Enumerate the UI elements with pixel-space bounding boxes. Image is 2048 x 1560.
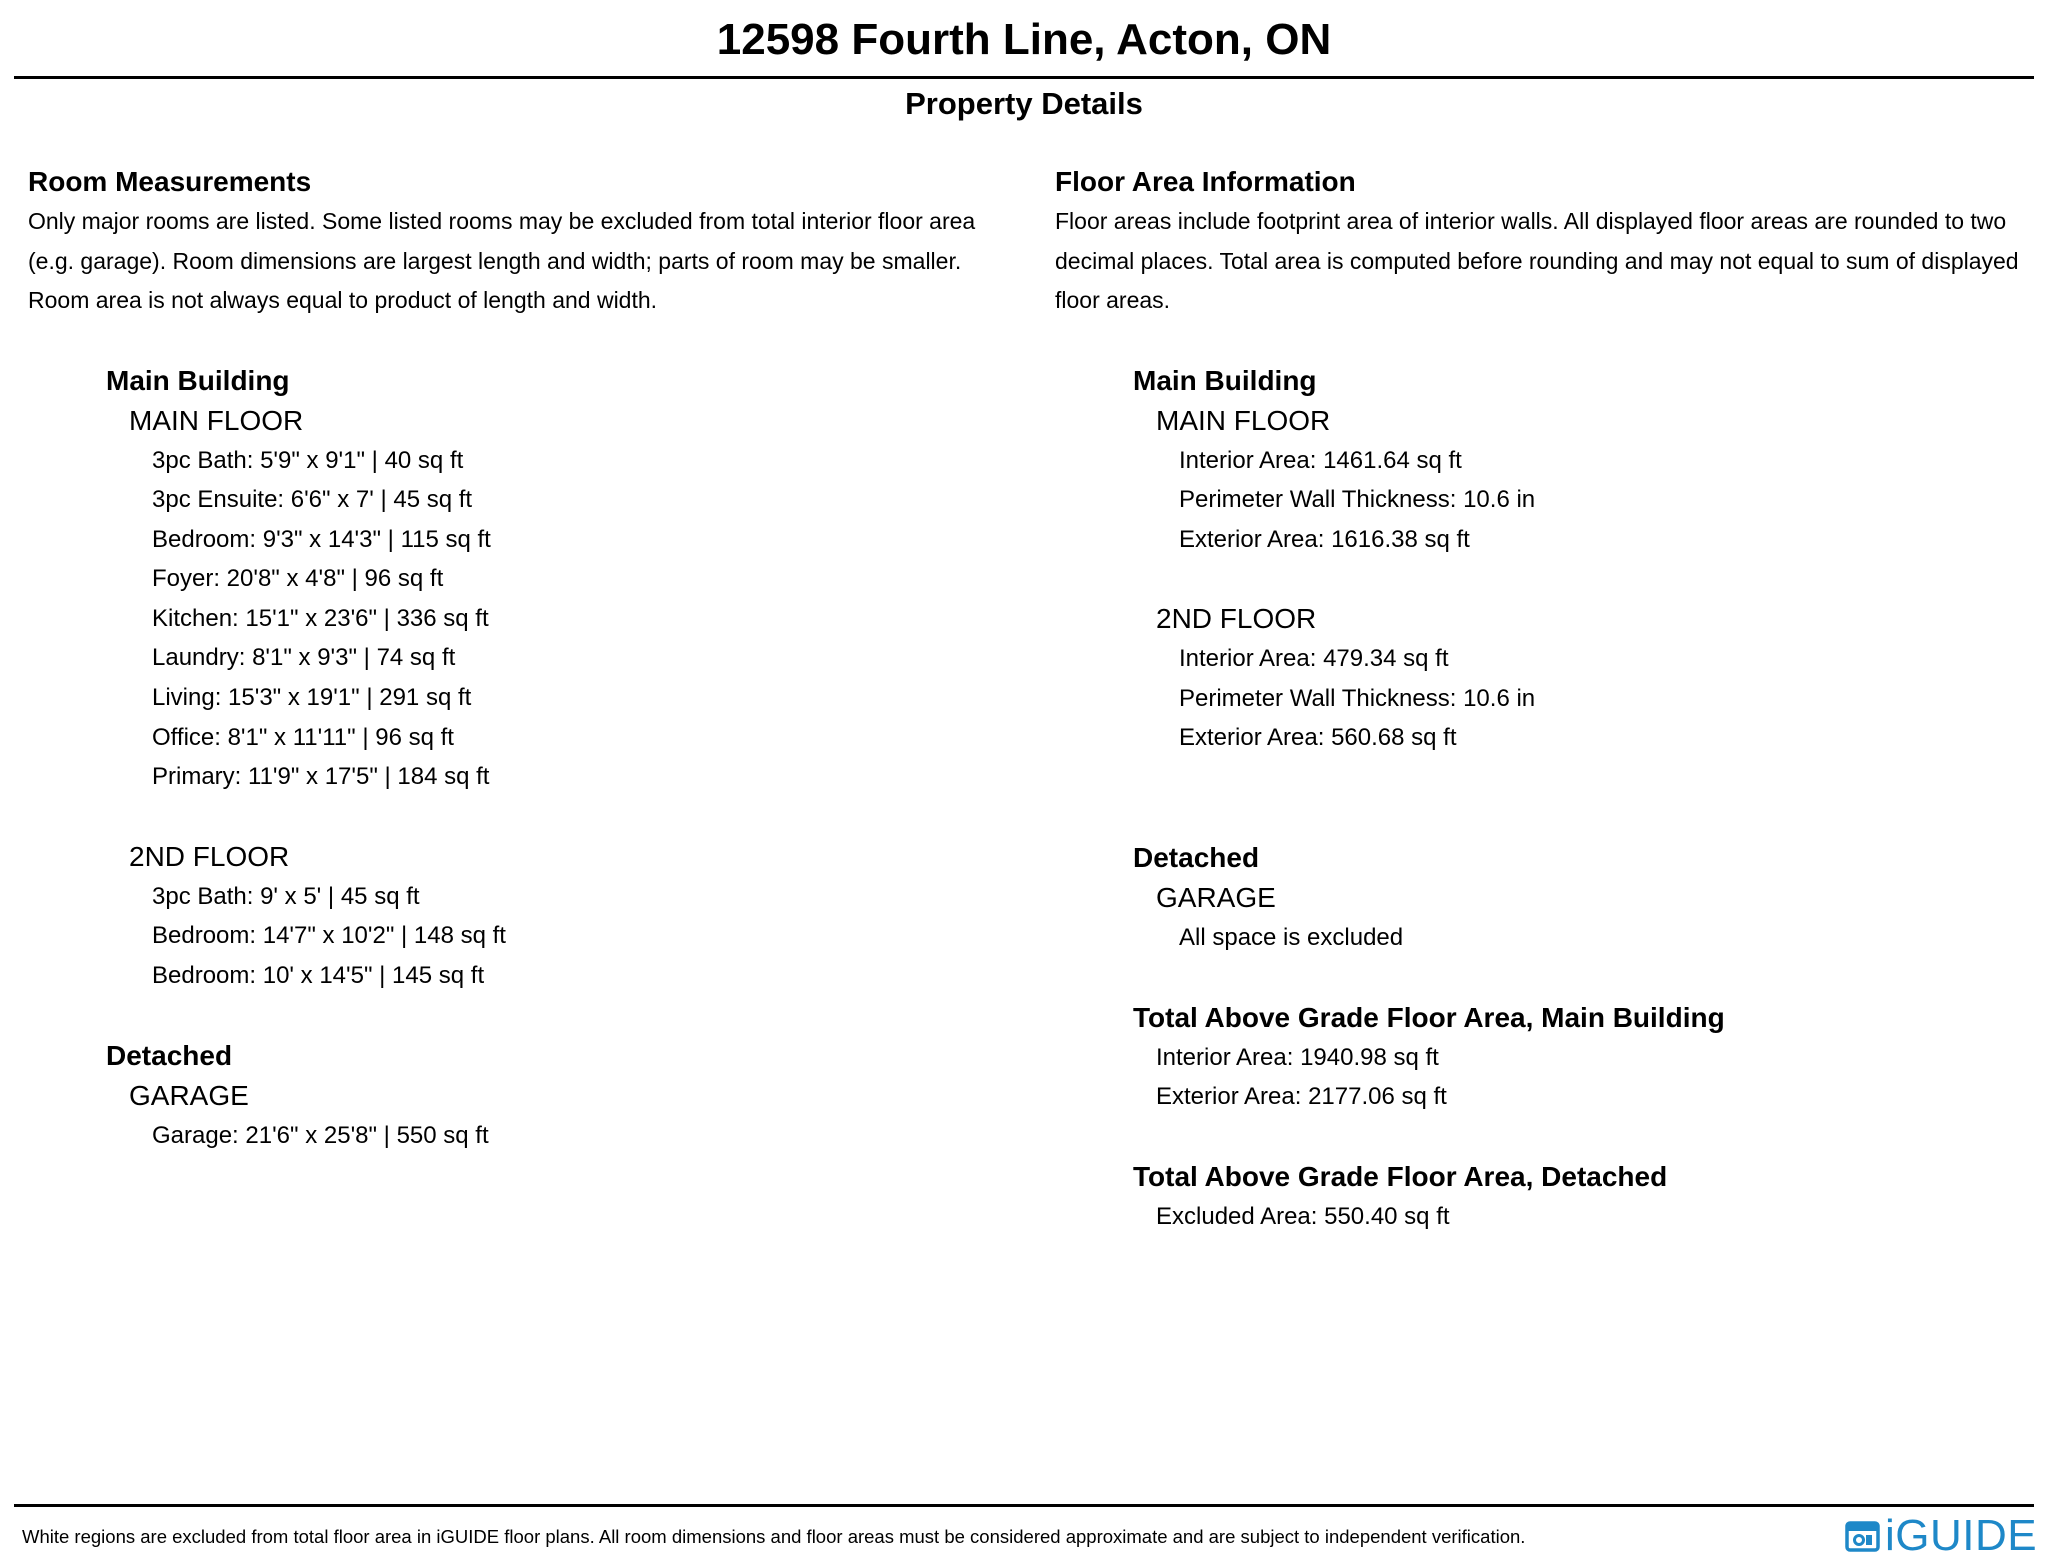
- area-line: Excluded Area: 550.40 sq ft: [1156, 1202, 1450, 1230]
- iguide-logo: [1845, 1513, 2037, 1559]
- main-building-rooms: [106, 361, 1018, 1156]
- area-line: Exterior Area: 560.68 sq ft: [1179, 724, 1457, 752]
- room-item: Garage: 21'6" x 25'8" | 550 sq ft: [152, 1121, 489, 1149]
- area-line: Interior Area: 479.34 sq ft: [1179, 645, 1449, 673]
- page-subtitle: Property Details: [905, 86, 1143, 121]
- room-item: Laundry: 8'1" x 9'3" | 74 sq ft: [152, 644, 456, 672]
- footer-disclaimer: White regions are excluded from total floor area in iGUIDE floor plans. All room dimensions and floor areas must be considered approximate and are subject to independent verification.: [22, 1526, 1526, 1547]
- main-floor-heading: MAIN FLOOR: [129, 404, 304, 436]
- area-line: Interior Area: 1461.64 sq ft: [1179, 446, 1462, 474]
- main-floor-heading: MAIN FLOOR: [1156, 404, 1331, 436]
- area-line: Perimeter Wall Thickness: 10.6 in: [1179, 486, 1536, 514]
- room-item: Kitchen: 15'1" x 23'6" | 336 sq ft: [152, 604, 489, 632]
- room-item: Primary: 11'9" x 17'5" | 184 sq ft: [152, 763, 490, 791]
- main-building-heading: Main Building: [106, 364, 290, 396]
- room-item: 3pc Ensuite: 6'6" x 7' | 45 sq ft: [152, 486, 473, 514]
- room-item: Bedroom: 10' x 14'5" | 145 sq ft: [152, 962, 485, 990]
- footer-divider: [14, 1504, 2034, 1507]
- iguide-logo-text: iGUIDE: [1885, 1511, 2038, 1560]
- room-item: Office: 8'1" x 11'11" | 96 sq ft: [152, 723, 454, 751]
- page-title: 12598 Fourth Line, Acton, ON: [716, 15, 1332, 64]
- main-building-heading: Main Building: [1133, 364, 1317, 396]
- total-detached-heading: Total Above Grade Floor Area, Detached: [1133, 1160, 1668, 1192]
- room-item: Foyer: 20'8" x 4'8" | 96 sq ft: [152, 565, 444, 593]
- iguide-logo-icon: [1845, 1519, 1881, 1553]
- room-item: 3pc Bath: 9' x 5' | 45 sq ft: [152, 882, 420, 910]
- detached-heading: Detached: [1133, 842, 1260, 874]
- floor-area-description: Floor areas include footprint area of interior walls. All displayed floor areas are rounded to two decimal places. Total area is computed before rounding and may not equal to sum of displayed floor areas.: [1055, 208, 2019, 313]
- detached-heading: Detached: [106, 1039, 233, 1071]
- room-measurements-heading: Room Measurements: [28, 166, 312, 197]
- room-item: Bedroom: 9'3" x 14'3" | 115 sq ft: [152, 525, 491, 553]
- area-line: Interior Area: 1940.98 sq ft: [1156, 1043, 1439, 1071]
- room-measurements-section: [28, 162, 1018, 1155]
- area-line: All space is excluded: [1179, 924, 1404, 952]
- second-floor-heading: 2ND FLOOR: [1156, 603, 1317, 635]
- garage-heading: GARAGE: [1156, 882, 1276, 914]
- header-divider: [14, 76, 2034, 79]
- room-item: 3pc Bath: 5'9" x 9'1" | 40 sq ft: [152, 446, 464, 474]
- area-line: Perimeter Wall Thickness: 10.6 in: [1179, 684, 1536, 712]
- total-main-heading: Total Above Grade Floor Area, Main Building: [1133, 1001, 1725, 1033]
- floor-area-heading: Floor Area Information: [1055, 166, 1356, 197]
- room-item: Living: 15'3" x 19'1" | 291 sq ft: [152, 684, 472, 712]
- room-item: Bedroom: 14'7" x 10'2" | 148 sq ft: [152, 922, 506, 950]
- floor-area-section: [1055, 162, 2045, 1236]
- area-line: Exterior Area: 2177.06 sq ft: [1156, 1083, 1447, 1111]
- room-measurements-description: Only major rooms are listed. Some listed rooms may be excluded from total interior floor area (e.g. garage). Room dimensions are largest length and width; parts of room may be smaller. Room area is not always equal to product of length and width.: [28, 208, 976, 313]
- second-floor-heading: 2ND FLOOR: [129, 840, 290, 872]
- floor-area-details: [1133, 361, 2045, 1237]
- garage-heading: GARAGE: [129, 1079, 249, 1111]
- area-line: Exterior Area: 1616.38 sq ft: [1179, 525, 1470, 553]
